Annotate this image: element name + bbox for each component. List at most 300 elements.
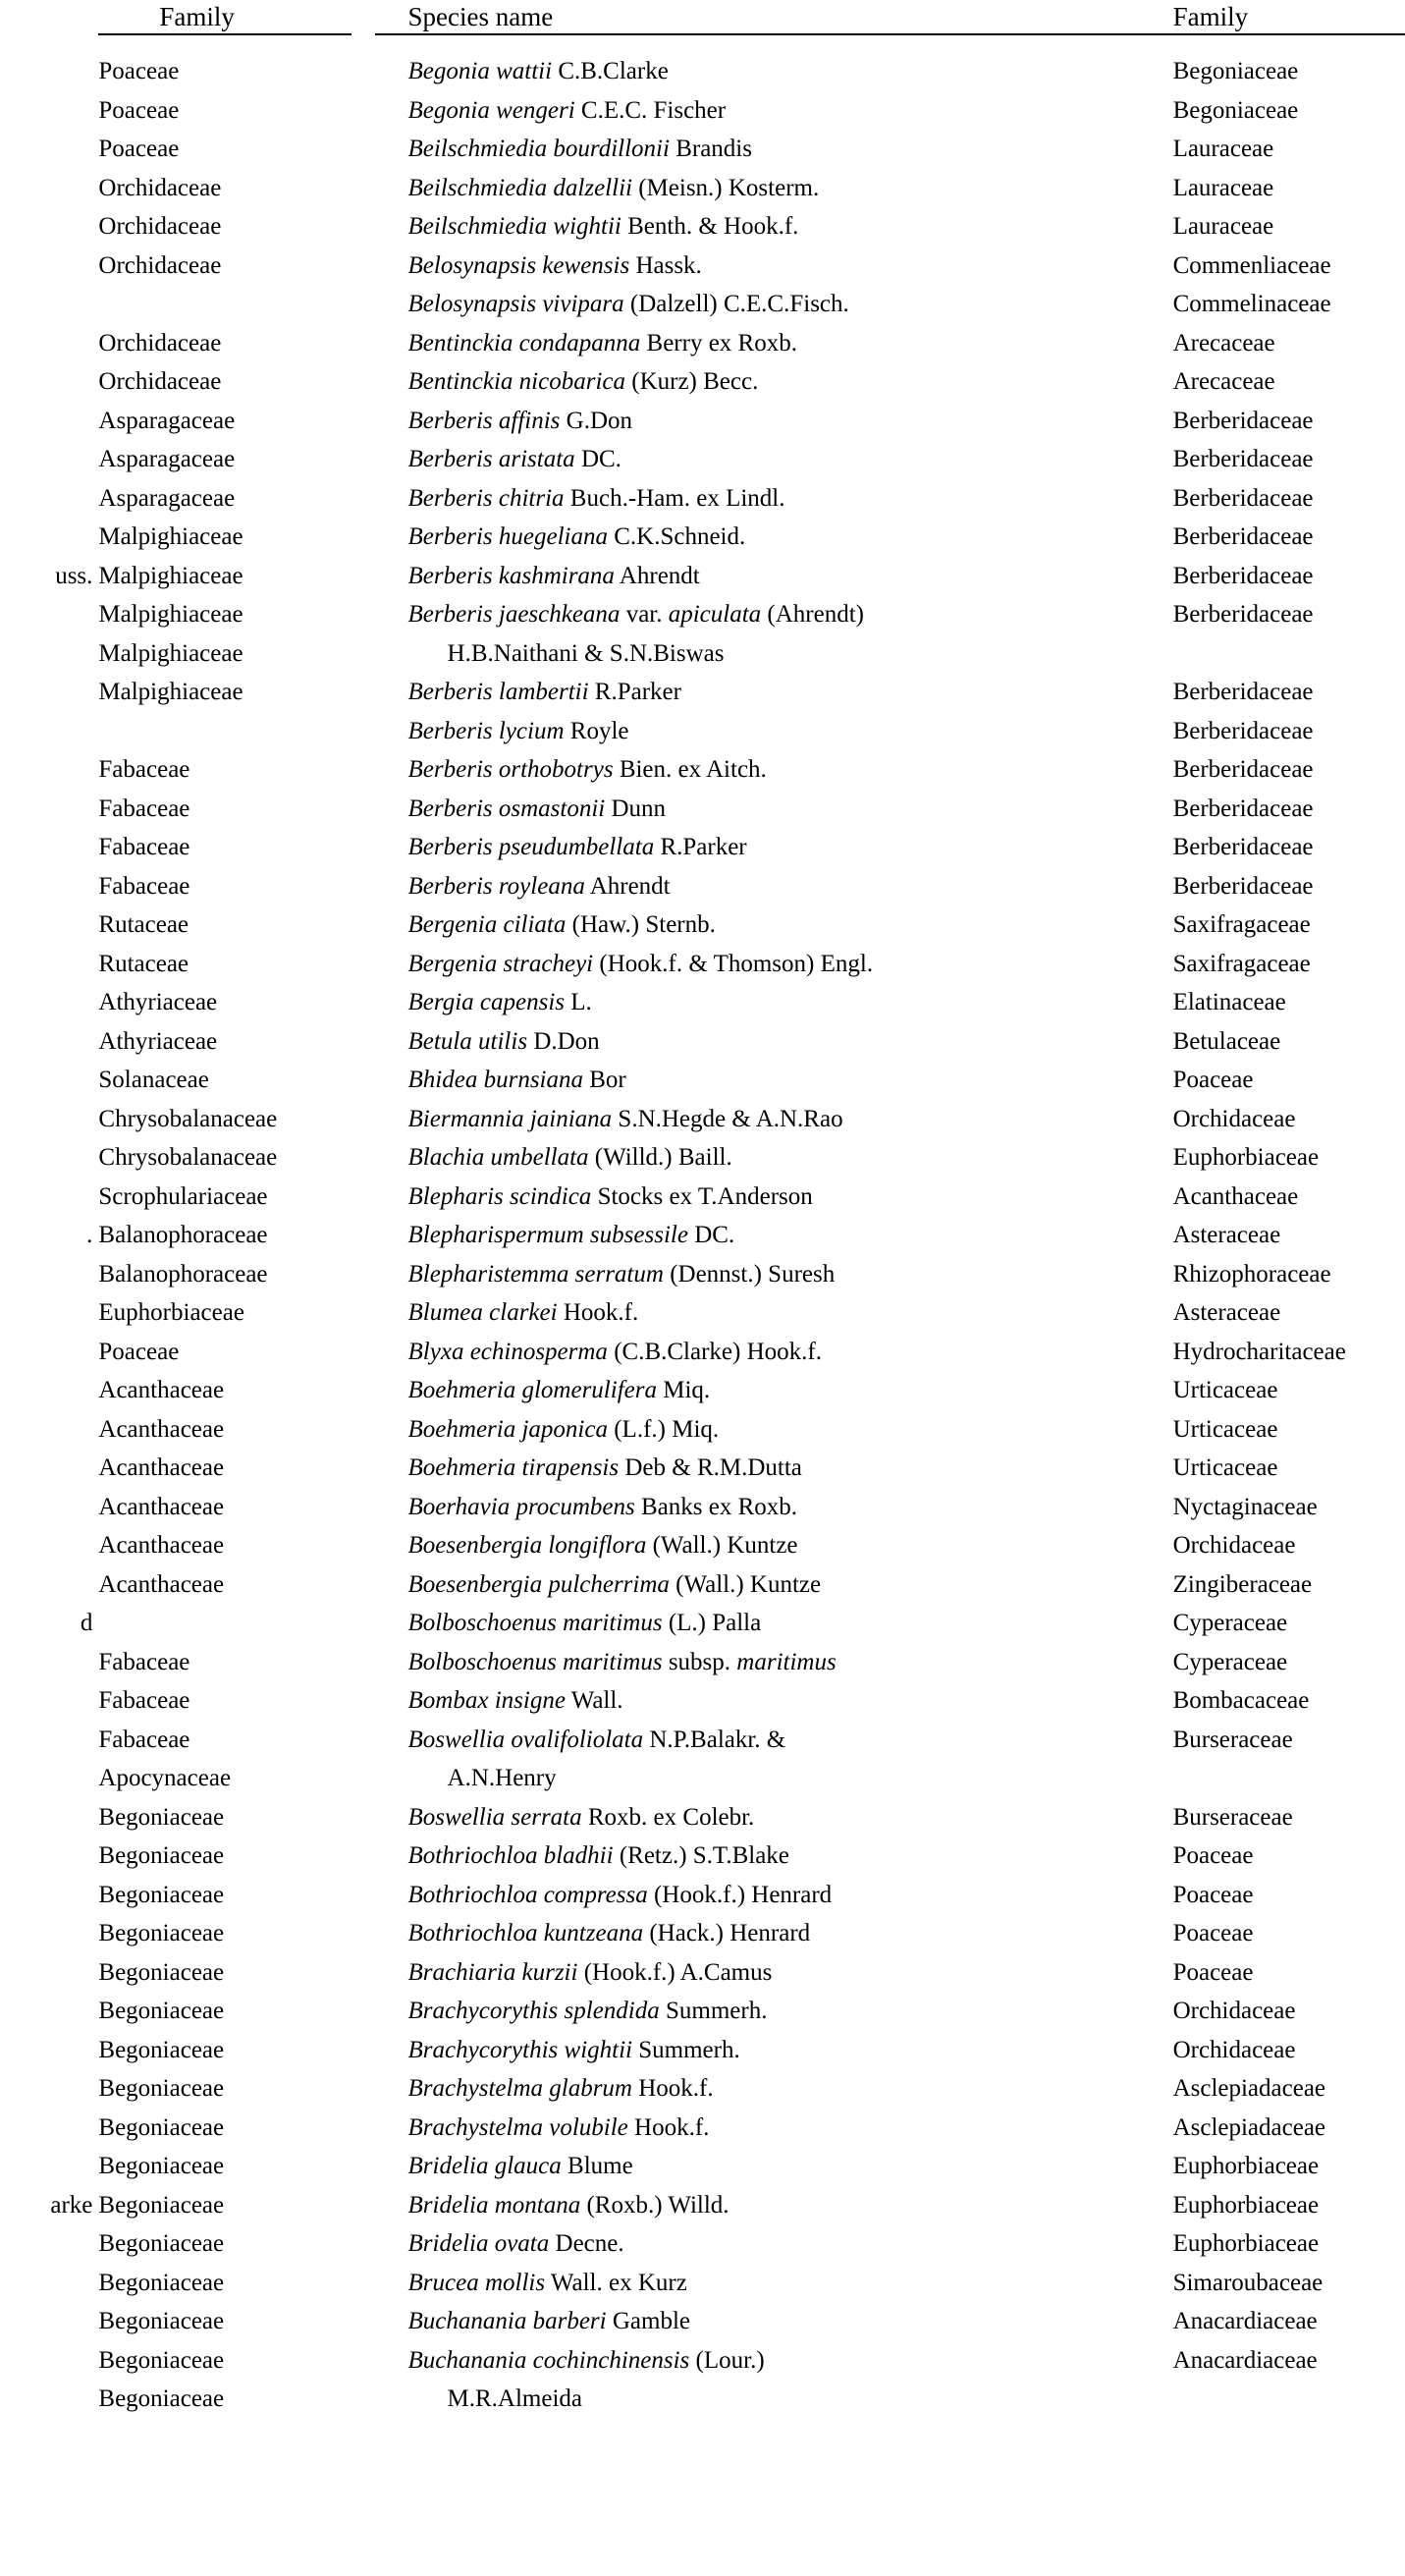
table-row xyxy=(0,169,1405,208)
species-authority: Summerh. xyxy=(631,2036,740,2063)
cell-species-name xyxy=(365,1255,1075,1294)
cell-family-b: Berberidaceae xyxy=(1172,562,1314,589)
table-row xyxy=(0,1953,1405,1993)
species-binomial: Boesenbergia pulcherrima xyxy=(407,1570,670,1598)
cell-species-name xyxy=(365,1449,1075,1488)
species-binomial: Belosynapsis kewensis xyxy=(407,251,630,279)
cell-species-name xyxy=(365,1216,1075,1255)
species-authority: Deb & R.M.Dutta xyxy=(619,1454,802,1481)
cell-family-b: Poaceae xyxy=(1172,1920,1254,1946)
species-authority: (Willd.) Baill. xyxy=(588,1144,732,1171)
cell-family-a: Acanthaceae xyxy=(98,1493,225,1520)
cell-family-a: Begoniaceae xyxy=(98,2075,225,2102)
cell-family-a: Chrysobalanaceae xyxy=(98,1105,278,1132)
cell-family-a: Malpighiaceae xyxy=(98,679,243,705)
cell-species-name xyxy=(365,828,1075,867)
cell-family-b: Anacardiaceae xyxy=(1172,2346,1318,2374)
cell-family-b: Urticaceae xyxy=(1172,1377,1278,1403)
species-authority: (Meisn.) Kosterm. xyxy=(631,174,820,201)
cell-family-b: Zingiberaceae xyxy=(1172,1570,1313,1598)
species-authority: (C.B.Clarke) Hook.f. xyxy=(607,1338,822,1365)
species-authority-secondary: (Ahrendt) xyxy=(761,601,864,628)
cell-family-a: Fabaceae xyxy=(98,1726,190,1753)
cell-species-name xyxy=(365,1876,1075,1915)
cell-family-a: Balanophoraceae xyxy=(98,1222,268,1248)
cell-family-a: Poaceae xyxy=(98,1338,180,1365)
cell-species-name xyxy=(365,91,1075,131)
table-row xyxy=(0,1488,1405,1527)
cell-family-b: Cyperaceae xyxy=(1172,1648,1288,1675)
header-left-gutter xyxy=(0,0,98,33)
species-authority: Benth. & Hook.f. xyxy=(621,213,799,240)
cell-family-a xyxy=(98,1604,364,1643)
table-row xyxy=(0,712,1405,751)
cell-family-b: Bombacaceae xyxy=(1172,1687,1310,1714)
table-row xyxy=(0,1721,1405,1760)
table-row xyxy=(0,2224,1405,2264)
table-body xyxy=(0,52,1405,2419)
cell-species-name xyxy=(365,440,1075,479)
table-row xyxy=(0,1100,1405,1139)
species-binomial: Berberis huegeliana xyxy=(407,523,608,550)
cell-species-name xyxy=(365,2341,1075,2381)
species-authority: Berry ex Roxb. xyxy=(640,329,797,356)
cell-family-b: Orchidaceae xyxy=(1172,1532,1296,1559)
cell-family-a: Athyriaceae xyxy=(98,1027,218,1055)
cell-species-name xyxy=(365,2069,1075,2109)
species-binomial: Berberis lycium xyxy=(407,717,565,744)
species-authority: Banks ex Roxb. xyxy=(634,1493,798,1520)
row-left-fragment xyxy=(0,207,98,247)
table-header-row xyxy=(0,0,1405,33)
cell-species-name xyxy=(365,712,1075,751)
species-authority: Gamble xyxy=(606,2308,690,2334)
species-infraspecific-epithet: apiculata xyxy=(668,601,762,628)
species-binomial: Betula utilis xyxy=(407,1027,528,1055)
cell-family-b: Berberidaceae xyxy=(1172,834,1314,860)
cell-family-b: Orchidaceae xyxy=(1172,1105,1296,1132)
cell-species-name xyxy=(365,750,1075,790)
table-row xyxy=(0,1255,1405,1294)
species-binomial: Boehmeria japonica xyxy=(407,1415,608,1443)
cell-species-name xyxy=(365,2264,1075,2303)
cell-family-a: Begoniaceae xyxy=(98,2385,225,2412)
species-authority: (Wall.) Kuntze xyxy=(669,1570,822,1598)
row-left-fragment xyxy=(0,905,98,945)
cell-family-a: Acanthaceae xyxy=(98,1454,225,1481)
species-authority: C.E.C. Fischer xyxy=(574,96,727,124)
species-binomial: Bentinckia nicobarica xyxy=(407,368,625,395)
cell-family-a: Begoniaceae xyxy=(98,2308,225,2334)
table-row xyxy=(0,2186,1405,2225)
species-authority: Brandis xyxy=(669,136,752,162)
cell-family-b: Euphorbiaceae xyxy=(1172,1144,1320,1171)
species-authority: (Dalzell) C.E.C.Fisch. xyxy=(623,291,849,317)
row-left-fragment xyxy=(0,712,98,751)
species-binomial: Blepharispermum subsessile xyxy=(407,1222,688,1248)
species-authority: Royle xyxy=(564,717,629,744)
species-binomial: Boswellia ovalifoliolata xyxy=(407,1726,644,1753)
row-left-fragment xyxy=(0,1022,98,1062)
species-binomial: Blepharistemma serratum xyxy=(407,1260,664,1288)
column-header-family-b: Family xyxy=(1172,2,1249,31)
cell-family-b xyxy=(1075,634,1405,674)
table-row xyxy=(0,1138,1405,1178)
cell-species-name xyxy=(365,52,1075,91)
cell-family-b: Euphorbiaceae xyxy=(1172,2191,1320,2219)
species-binomial: Berberis pseudumbellata xyxy=(407,834,655,860)
row-left-fragment xyxy=(0,2264,98,2303)
cell-species-name xyxy=(365,1293,1075,1333)
table-row xyxy=(0,91,1405,131)
cell-family-b: Burseraceae xyxy=(1172,1803,1293,1831)
row-left-fragment xyxy=(0,1410,98,1450)
cell-species-name xyxy=(365,983,1075,1022)
cell-species-name xyxy=(365,1914,1075,1953)
cell-species-name xyxy=(365,285,1075,324)
row-left-fragment xyxy=(0,91,98,131)
cell-family-a: Euphorbiaceae xyxy=(98,1299,244,1326)
cell-family-a: Begoniaceae xyxy=(98,1958,225,1986)
species-binomial: Bentinckia condapanna xyxy=(407,329,641,356)
cell-species-name xyxy=(365,2147,1075,2186)
cell-species-name xyxy=(365,673,1075,712)
table-row xyxy=(0,790,1405,829)
species-authority: DC. xyxy=(687,1222,735,1248)
cell-family-b: Asclepiadaceae xyxy=(1172,2075,1326,2102)
cell-family-b: Begoniaceae xyxy=(1172,58,1299,84)
cell-species-name xyxy=(365,1100,1075,1139)
table-row xyxy=(0,1061,1405,1100)
cell-family-b: Cyperaceae xyxy=(1172,1610,1288,1636)
species-binomial: Biermannia jainiana xyxy=(407,1105,613,1132)
cell-family-b: Urticaceae xyxy=(1172,1415,1278,1443)
row-left-fragment xyxy=(0,1798,98,1837)
species-binomial: Bombax insigne xyxy=(407,1687,566,1714)
row-left-fragment xyxy=(0,130,98,169)
header-spacer xyxy=(0,36,1405,52)
table-row xyxy=(0,2302,1405,2341)
species-authority: Miq. xyxy=(656,1377,711,1403)
species-authority: (Lour.) xyxy=(689,2346,765,2374)
row-left-fragment xyxy=(0,2109,98,2148)
species-authority: Hassk. xyxy=(629,251,702,279)
cell-family-a: Fabaceae xyxy=(98,756,190,783)
table-row xyxy=(0,207,1405,247)
row-left-fragment xyxy=(0,1681,98,1721)
table-row xyxy=(0,479,1405,519)
table-header xyxy=(0,0,1405,52)
species-binomial: Berberis chitria xyxy=(407,484,565,512)
table-row xyxy=(0,2069,1405,2109)
species-authority: subsp. xyxy=(662,1648,737,1675)
row-left-fragment: arke xyxy=(50,2191,93,2219)
species-authority: (Wall.) Kuntze xyxy=(646,1532,798,1559)
species-binomial: Bridelia glauca xyxy=(407,2153,562,2179)
table-row xyxy=(0,362,1405,402)
species-authority: Bien. ex Aitch. xyxy=(613,756,767,783)
cell-family-b: Lauraceae xyxy=(1172,174,1274,201)
table-row xyxy=(0,324,1405,363)
cell-species-name xyxy=(365,945,1075,984)
cell-family-b: Elatinaceae xyxy=(1172,989,1286,1015)
row-left-fragment xyxy=(0,1293,98,1333)
species-binomial: Bolboschoenus maritimus xyxy=(407,1648,663,1675)
cell-family-a: Orchidaceae xyxy=(98,368,222,395)
cell-family-b: Berberidaceae xyxy=(1172,756,1314,783)
cell-species-name xyxy=(365,247,1075,286)
cell-species-name xyxy=(365,1992,1075,2031)
table-row xyxy=(0,595,1405,634)
species-authority: (L.) Palla xyxy=(662,1610,762,1636)
cell-species-name xyxy=(365,2302,1075,2341)
cell-family-b: Arecaceae xyxy=(1172,368,1275,395)
cell-family-b: Orchidaceae xyxy=(1172,1998,1296,2024)
cell-family-b: Urticaceae xyxy=(1172,1454,1278,1481)
species-authority: Buch.-Ham. ex Lindl. xyxy=(564,484,785,512)
species-authority: (Hook.f. & Thomson) Engl. xyxy=(593,950,874,977)
species-binomial: Buchanania cochinchinensis xyxy=(407,2346,690,2374)
table-row xyxy=(0,1449,1405,1488)
row-left-fragment xyxy=(0,1255,98,1294)
cell-species-name xyxy=(365,2031,1075,2070)
cell-family-a: Begoniaceae xyxy=(98,2113,225,2141)
row-left-fragment xyxy=(0,1178,98,1217)
species-binomial: Boswellia serrata xyxy=(407,1803,582,1831)
species-binomial: Bothriochloa compressa xyxy=(407,1881,648,1908)
table-row xyxy=(0,1992,1405,2031)
species-binomial: Bothriochloa kuntzeana xyxy=(407,1920,644,1946)
cell-family-a: Poaceae xyxy=(98,58,180,84)
cell-family-a: Malpighiaceae xyxy=(98,639,243,667)
row-left-fragment xyxy=(0,2380,98,2419)
cell-family-a: Asparagaceae xyxy=(98,446,236,472)
row-left-fragment xyxy=(0,518,98,557)
cell-species-name xyxy=(365,905,1075,945)
table-row xyxy=(0,867,1405,906)
row-left-fragment xyxy=(0,402,98,441)
cell-family-a: Begoniaceae xyxy=(98,1920,225,1946)
species-binomial: Boehmeria tirapensis xyxy=(407,1454,620,1481)
species-authority: Wall. ex Kurz xyxy=(545,2269,687,2296)
species-authority: Ahrendt xyxy=(614,562,700,589)
cell-species-name xyxy=(365,1061,1075,1100)
species-binomial: Berberis affinis xyxy=(407,407,561,434)
cell-family-b: Saxifragaceae xyxy=(1172,911,1311,938)
table-row xyxy=(0,634,1405,674)
species-binomial: Brachycorythis wightii xyxy=(407,2036,632,2063)
column-header-species-name: Species name xyxy=(407,2,554,31)
table-row xyxy=(0,1410,1405,1450)
row-left-fragment xyxy=(0,1759,98,1798)
cell-family-a: Poaceae xyxy=(98,96,180,124)
row-left-fragment xyxy=(0,1643,98,1682)
cell-family-b: Commenliaceae xyxy=(1172,251,1331,279)
cell-family-a: Malpighiaceae xyxy=(98,562,243,589)
row-left-fragment xyxy=(0,1721,98,1760)
table-row xyxy=(0,518,1405,557)
species-binomial: Berberis jaeschkeana xyxy=(407,601,621,628)
species-binomial: Bolboschoenus maritimus xyxy=(407,1610,663,1636)
row-left-fragment xyxy=(0,362,98,402)
cell-family-b: Poaceae xyxy=(1172,1881,1254,1908)
cell-family-b: Asclepiadaceae xyxy=(1172,2113,1326,2141)
species-binomial: Boerhavia procumbens xyxy=(407,1493,635,1520)
species-authority: Blume xyxy=(561,2153,633,2179)
table-row xyxy=(0,1333,1405,1372)
species-authority: N.P.Balakr. & xyxy=(643,1726,786,1753)
cell-family-a: Orchidaceae xyxy=(98,174,222,201)
table-row xyxy=(0,1798,1405,1837)
species-binomial: Boehmeria glomerulifera xyxy=(407,1377,657,1403)
cell-family-a: Acanthaceae xyxy=(98,1415,225,1443)
cell-family-b: Berberidaceae xyxy=(1172,446,1314,472)
row-left-fragment xyxy=(0,983,98,1022)
cell-family-b: Begoniaceae xyxy=(1172,96,1299,124)
row-left-fragment xyxy=(0,2147,98,2186)
species-authority: var. xyxy=(620,601,669,628)
cell-species-name xyxy=(365,518,1075,557)
table-row xyxy=(0,1759,1405,1798)
row-left-fragment xyxy=(0,828,98,867)
cell-family-a xyxy=(98,285,364,324)
cell-family-b: Simaroubaceae xyxy=(1172,2269,1324,2296)
species-authority: DC. xyxy=(574,446,621,472)
cell-species-name xyxy=(365,790,1075,829)
row-left-fragment xyxy=(0,247,98,286)
species-binomial: Blyxa echinosperma xyxy=(407,1338,608,1365)
cell-species-continuation: H.B.Naithani & S.N.Biswas xyxy=(447,639,725,667)
row-left-fragment xyxy=(0,1138,98,1178)
cell-species-name xyxy=(365,557,1075,596)
cell-species-name xyxy=(365,1178,1075,1217)
species-binomial: Berberis aristata xyxy=(407,446,575,472)
cell-family-a: Asparagaceae xyxy=(98,484,236,512)
row-left-fragment xyxy=(0,1333,98,1372)
species-authority: (Dennst.) Suresh xyxy=(663,1260,836,1288)
cell-family-a: Asparagaceae xyxy=(98,407,236,434)
row-left-fragment xyxy=(0,750,98,790)
table-row xyxy=(0,285,1405,324)
species-authority: S.N.Hegde & A.N.Rao xyxy=(612,1105,843,1132)
species-authority: Wall. xyxy=(565,1687,623,1714)
cell-family-b: Berberidaceae xyxy=(1172,407,1314,434)
species-authority: D.Don xyxy=(527,1027,600,1055)
cell-family-b xyxy=(1075,2380,1405,2419)
table-row xyxy=(0,905,1405,945)
cell-family-b: Arecaceae xyxy=(1172,329,1275,356)
cell-family-b: Asteraceae xyxy=(1172,1299,1281,1326)
cell-family-b: Burseraceae xyxy=(1172,1726,1293,1753)
cell-species-name xyxy=(365,1643,1075,1682)
cell-species-name xyxy=(365,169,1075,208)
cell-species-name xyxy=(365,1138,1075,1178)
species-authority: (Hack.) Henrard xyxy=(643,1920,811,1946)
row-left-fragment xyxy=(0,1100,98,1139)
cell-species-name xyxy=(365,1798,1075,1837)
row-left-fragment xyxy=(0,1914,98,1953)
species-authority: R.Parker xyxy=(588,679,681,705)
species-authority: C.B.Clarke xyxy=(552,58,669,84)
cell-family-b xyxy=(1075,1759,1405,1798)
cell-family-a: Acanthaceae xyxy=(98,1377,225,1403)
species-binomial: Berberis orthobotrys xyxy=(407,756,614,783)
table-row xyxy=(0,1565,1405,1605)
cell-family-b: Saxifragaceae xyxy=(1172,950,1311,977)
cell-family-a: Athyriaceae xyxy=(98,989,218,1015)
species-binomial: Blumea clarkei xyxy=(407,1299,558,1326)
cell-species-name xyxy=(365,1953,1075,1993)
row-left-fragment: . xyxy=(86,1222,93,1248)
cell-family-b: Berberidaceae xyxy=(1172,601,1314,628)
table-row xyxy=(0,1216,1405,1255)
cell-family-a: Fabaceae xyxy=(98,795,190,822)
cell-species-name xyxy=(365,479,1075,519)
row-left-fragment xyxy=(0,479,98,519)
cell-family-b: Euphorbiaceae xyxy=(1172,2153,1320,2179)
species-binomial: Brucea mollis xyxy=(407,2269,546,2296)
cell-family-a: Begoniaceae xyxy=(98,1998,225,2024)
row-left-fragment xyxy=(0,1992,98,2031)
cell-family-a: Acanthaceae xyxy=(98,1570,225,1598)
table-row xyxy=(0,1681,1405,1721)
row-left-fragment xyxy=(0,440,98,479)
cell-species-name xyxy=(365,1410,1075,1450)
cell-family-a: Begoniaceae xyxy=(98,2036,225,2063)
table-row xyxy=(0,1178,1405,1217)
cell-species-name xyxy=(365,2109,1075,2148)
cell-family-b: Lauraceae xyxy=(1172,213,1274,240)
table-row xyxy=(0,1914,1405,1953)
cell-family-b: Rhizophoraceae xyxy=(1172,1260,1331,1288)
cell-species-name xyxy=(365,362,1075,402)
species-authority: Hook.f. xyxy=(557,1299,639,1326)
column-header-family-a: Family xyxy=(159,2,235,31)
table-row xyxy=(0,1643,1405,1682)
species-authority: Dunn xyxy=(605,795,667,822)
species-infraspecific-epithet: maritimus xyxy=(736,1648,837,1675)
species-authority: Bor xyxy=(583,1067,626,1093)
table-row xyxy=(0,750,1405,790)
row-left-fragment xyxy=(0,2341,98,2381)
species-authority: (Hook.f.) Henrard xyxy=(647,1881,833,1908)
table-row xyxy=(0,983,1405,1022)
species-binomial: Brachystelma volubile xyxy=(407,2113,628,2141)
cell-species-name xyxy=(365,1333,1075,1372)
species-binomial: Beilschmiedia dalzellii xyxy=(407,174,632,201)
table-row xyxy=(0,1876,1405,1915)
table-row xyxy=(0,2380,1405,2419)
species-authority: G.Don xyxy=(560,407,632,434)
table-row xyxy=(0,440,1405,479)
species-authority: C.K.Schneid. xyxy=(607,523,746,550)
cell-family-a: Orchidaceae xyxy=(98,329,222,356)
cell-family-a: Begoniaceae xyxy=(98,2153,225,2179)
row-left-fragment xyxy=(0,945,98,984)
cell-family-a: Begoniaceae xyxy=(98,2269,225,2296)
species-binomial: Brachycorythis splendida xyxy=(407,1998,660,2024)
row-left-fragment xyxy=(0,1061,98,1100)
species-binomial: Begonia wengeri xyxy=(407,96,575,124)
species-binomial: Bergenia stracheyi xyxy=(407,950,594,977)
species-binomial: Blachia umbellata xyxy=(407,1144,589,1171)
cell-family-b: Poaceae xyxy=(1172,1842,1254,1869)
cell-family-b: Euphorbiaceae xyxy=(1172,2230,1320,2257)
row-left-fragment: uss. xyxy=(55,562,93,589)
table-row xyxy=(0,2147,1405,2186)
cell-species-name xyxy=(365,867,1075,906)
cell-species-name xyxy=(365,1836,1075,1876)
